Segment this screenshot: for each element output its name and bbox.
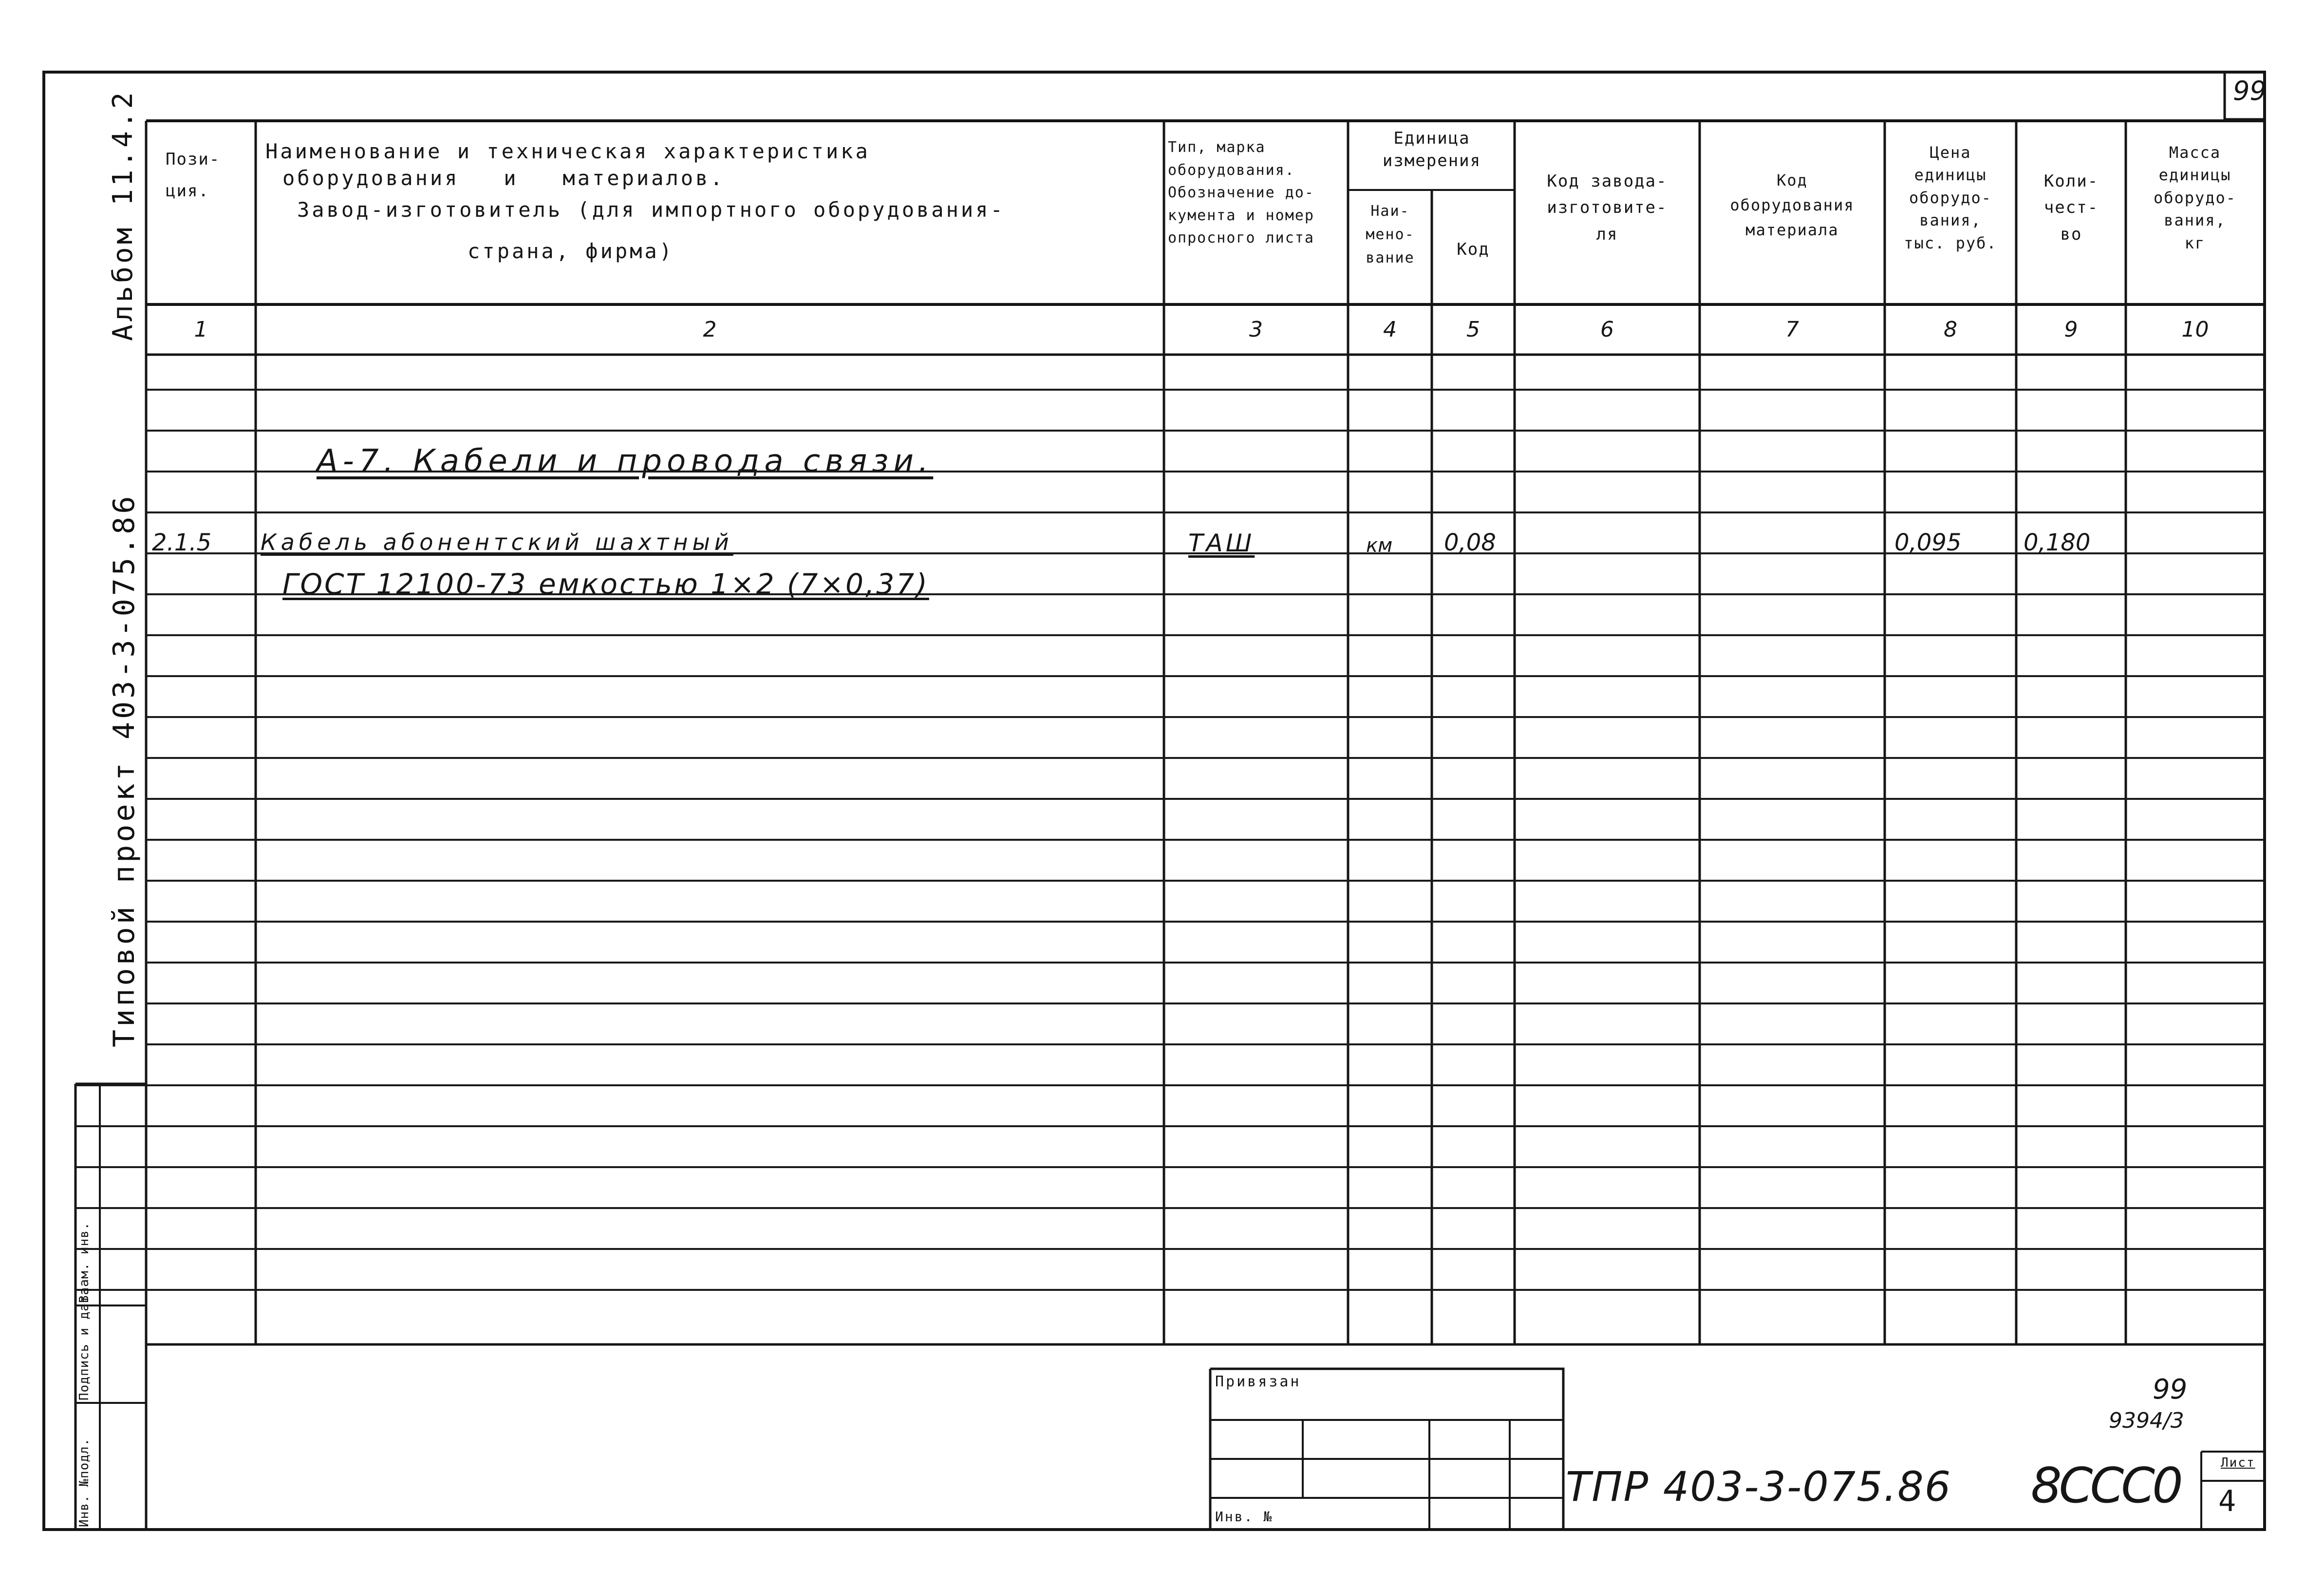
- sheet-number: 99: [2233, 76, 2267, 106]
- header-name-line2: оборудования и материалов.: [282, 166, 725, 190]
- column-number-2: 2: [703, 317, 717, 342]
- column-number-8: 8: [1944, 317, 1957, 342]
- project-label: Типовой проект 403-3-075.86: [107, 493, 141, 1047]
- header-position: Пози- ция.: [166, 150, 221, 201]
- row-price: 0,095: [1894, 529, 1962, 556]
- list-number: 4: [2218, 1484, 2236, 1518]
- row-position: 2.1.5: [152, 529, 212, 556]
- header-mass: Масса единицы оборудо- вания, кг: [2153, 143, 2237, 252]
- stamp-label-vzam: Взам. инв.: [77, 1222, 92, 1303]
- column-number-6: 6: [1600, 317, 1614, 342]
- column-number-9: 9: [2064, 317, 2078, 342]
- row-quantity: 0,180: [2024, 529, 2091, 556]
- header-unit-name: Наи- мено- вание: [1366, 203, 1415, 266]
- row-unit-code: 0,08: [1444, 529, 1496, 556]
- header-name-line3: Завод-изготовитель (для импортного оборудования-: [297, 198, 1005, 222]
- header-name-line4: страна, фирма): [468, 239, 675, 263]
- header-price: Цена единицы оборудо- вания, тыс. руб.: [1904, 143, 1997, 252]
- header-type: Тип, марка оборудования. Обозначение до- кумента и номер опросного листа: [1168, 139, 1314, 246]
- row-name-line2: ГОСТ 12100-73 емкостью 1×2 (7×0,37): [282, 567, 929, 601]
- inv-no-label: Инв. №: [1215, 1509, 1274, 1525]
- stamp-code: 8ССС0: [2031, 1457, 2180, 1514]
- header-name-line1: Наименование и техническая характеристика: [265, 139, 870, 163]
- header-plant-code: Код завода- изготовите- ля: [1547, 171, 1668, 244]
- column-number-1: 1: [194, 317, 208, 342]
- row-type: ТАШ: [1188, 529, 1255, 557]
- album-label: Альбом 11.4.2: [107, 89, 139, 341]
- header-material-code: Код оборудования материала: [1730, 171, 1855, 240]
- column-number-4: 4: [1383, 317, 1397, 342]
- column-number-7: 7: [1785, 317, 1799, 342]
- document-code: ТПР 403-3-075.86: [1566, 1463, 1952, 1511]
- section-title: А-7. Кабели и провода связи.: [317, 443, 934, 479]
- header-unit-group: Единица измерения: [1382, 129, 1481, 170]
- list-label: Лист: [2221, 1456, 2255, 1470]
- row-name-line1: Кабель абонентский шахтный: [261, 529, 733, 555]
- handwritten-order-no: 9394/3: [2109, 1408, 2184, 1433]
- handwritten-sheet-no: 99: [2153, 1374, 2188, 1405]
- privyazan-label: Привязан: [1215, 1373, 1301, 1390]
- stamp-label-sign: Подпись и дата: [77, 1286, 92, 1400]
- column-number-10: 10: [2181, 317, 2209, 342]
- column-number-5: 5: [1466, 317, 1480, 342]
- stamp-label-inv: Инв. №подл.: [77, 1437, 92, 1527]
- column-number-3: 3: [1249, 317, 1263, 342]
- header-quantity: Коли- чест- во: [2043, 171, 2099, 244]
- row-unit-name: км: [1366, 534, 1393, 557]
- header-unit-code: Код: [1457, 240, 1490, 259]
